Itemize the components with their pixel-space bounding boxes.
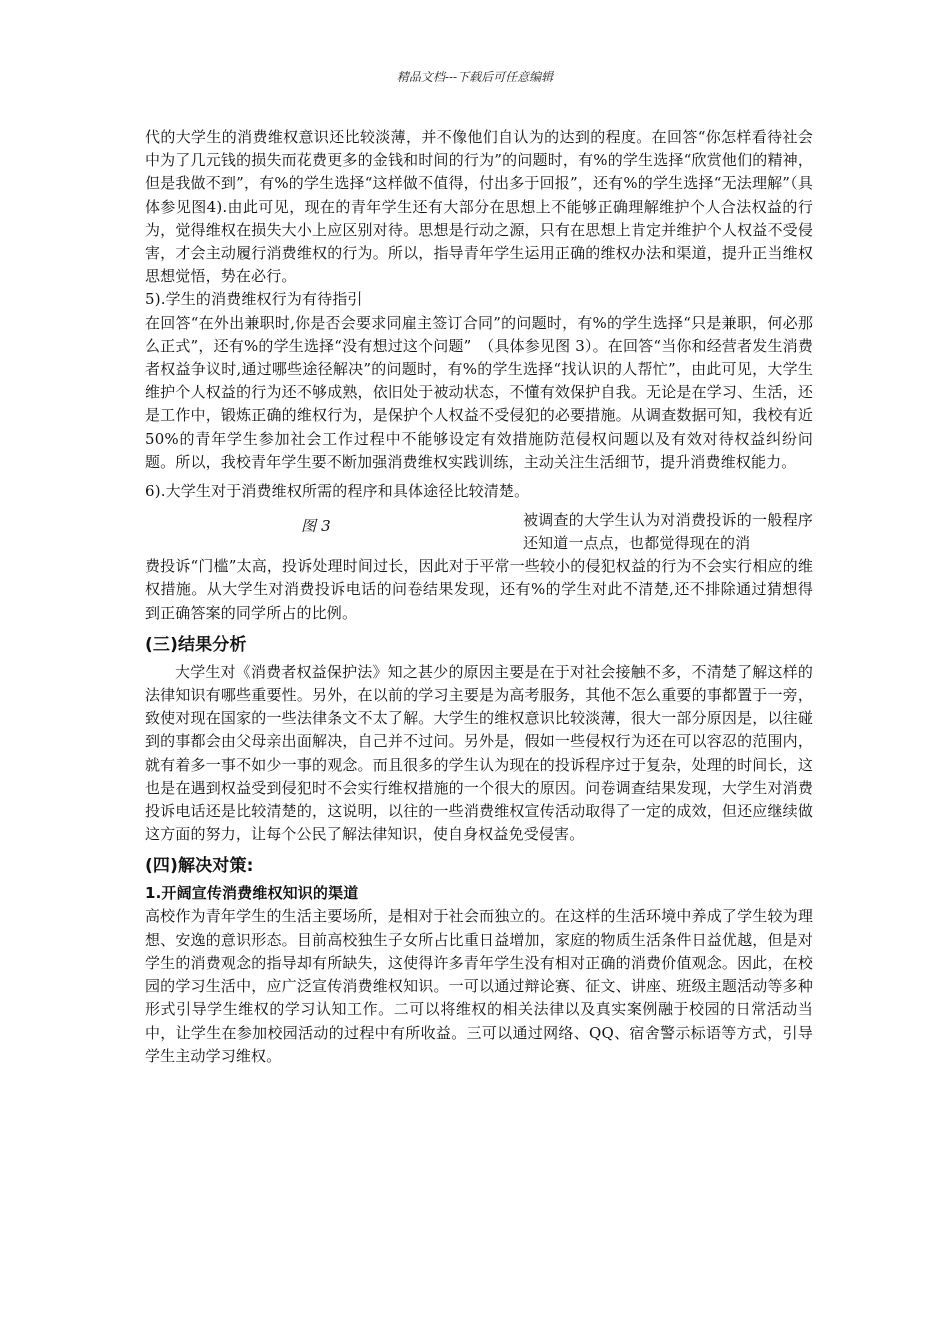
document-body	[145, 126, 813, 1068]
section-3-paragraph: 大学生对《消费者权益保护法》知之甚少的原因主要是在于对社会接触不多，不清楚了解这样的法律知识有哪些重要性。另外，在以前的学习主要是为高考服务，其他不怎么重要的事都置于一旁，致使对现在国家的一些法律条文不太了解。大学生的维权意识比较淡薄，很大一部分原因是，以往碰到的事都会由父母亲出面解决，自己并不过问。另外是，假如一些侵权行为还在可以容忍的范围内，就有着多一事不如少一事的观念。而且很多的学生认为现在的投诉程序过于复杂，处理的时间长，这也是在遇到权益受到侵犯时不会实行维权措施的一个很大的原因。问卷调查结果发现，大学生对消费投诉电话还是比较清楚的，这说明，以往的一些消费维权宣传活动取得了一定的成效，但还应继续做这方面的努力，让每个公民了解法律知识，使自身权益免受侵害。	[145, 662, 813, 844]
item-5-paragraph: 在回答“在外出兼职时,你是否会要求同雇主签订合同”的问题时，有%的学生选择“只是兼职，何必那么正式”，还有%的学生选择“没有想过这个问题” （具体参见图 3）。在回答“当你和经营者发生消费者权益争议时,通过哪些途径解决”的问题时，有%的学生选择“找认识的人帮忙”，由此可见，大学生维护个人权益的行为还不够成熟，依旧处于被动状态，不懂有效保护自我。无论是在学习、生活，还是工作中，锻炼正确的维权行为，是保护个人权益不受侵犯的必要措施。从调查数据可知，我校有近 50%的青年学生参加社会工作过程中不能够设定有效措施防范侵权问题以及有效对待权益纠纷问题。所以，我校青年学生要不断加强消费维权实践训练，主动关注生活细节，提升消费维权能力。	[145, 313, 813, 471]
section-3-heading: (三)结果分析	[145, 634, 247, 655]
item-6-paragraph: 费投诉“门槛”太高，投诉处理时间过长，因此对于平常一些较小的侵犯权益的行为不会实行相应的维权措施。从大学生对消费投诉电话的问卷结果发现，还有%的学生对此不清楚,还不排除通过猜想得到正确答案的同学所占的比例。	[145, 557, 813, 622]
section-4-heading: (四)解决对策:	[145, 856, 254, 877]
subsection-1-heading: 1.开阔宣传消费维权知识的渠道	[145, 884, 359, 903]
figure-caption: 图 3	[301, 517, 331, 536]
intro-paragraph: 代的大学生的消费维权意识还比较淡薄，并不像他们自认为的达到的程度。在回答“你怎样看待社会中为了几元钱的损失而花费更多的金钱和时间的行为”的问题时，有%的学生选择“欣赏他们的精神，但是我做不到”，有%的学生选择“这样做不值得，付出多于回报”，还有%的学生选择“无法理解”（具体参见图4).由此可见，现在的青年学生还有大部分在思想上不能够正确理解维护个人合法权益的行为，觉得维权在损失大小上应区别对待。思想是行动之源，只有在思想上肯定并维护个人权益不受侵害，才会主动履行消费维权的行为。所以，指导青年学生运用正确的维权办法和渠道，提升正当维权思想觉悟，势在必行。	[145, 128, 813, 286]
item-6-heading: 6).大学生对于消费维权所需的程序和具体途径比较清楚。	[145, 482, 530, 501]
subsection-1-paragraph: 高校作为青年学生的生活主要场所，是相对于社会而独立的。在这样的生活环境中养成了学生较为理想、安逸的意识形态。目前高校独生子女所占比重日益增加，家庭的物质生活条件日益优越，但是对学生的消费观念的指导却有所缺失，这使得许多青年学生没有相对正确的消费价值观念。因此，在校园的学习生活中，应广泛宣传消费维权知识。一可以通过辩论赛、征文、讲座、班级主题活动等多种形式引导学生维权的学习认知工作。二可以将维权的相关法律以及真实案例融于校园的日常活动当中，让学生在参加校园活动的过程中有所收益。三可以通过网络、QQ、宿舍警示标语等方式，引导学生主动学习维权。	[145, 907, 813, 1065]
item-6-side-text: 被调查的大学生认为对消费投诉的一般程序还知道一点点，也都觉得现在的消	[523, 511, 813, 553]
figure-row	[145, 509, 813, 555]
item-5-heading: 5).学生的消费维权行为有待指引	[145, 290, 363, 309]
page-header: 精品文档---下载后可任意编辑	[396, 70, 554, 84]
